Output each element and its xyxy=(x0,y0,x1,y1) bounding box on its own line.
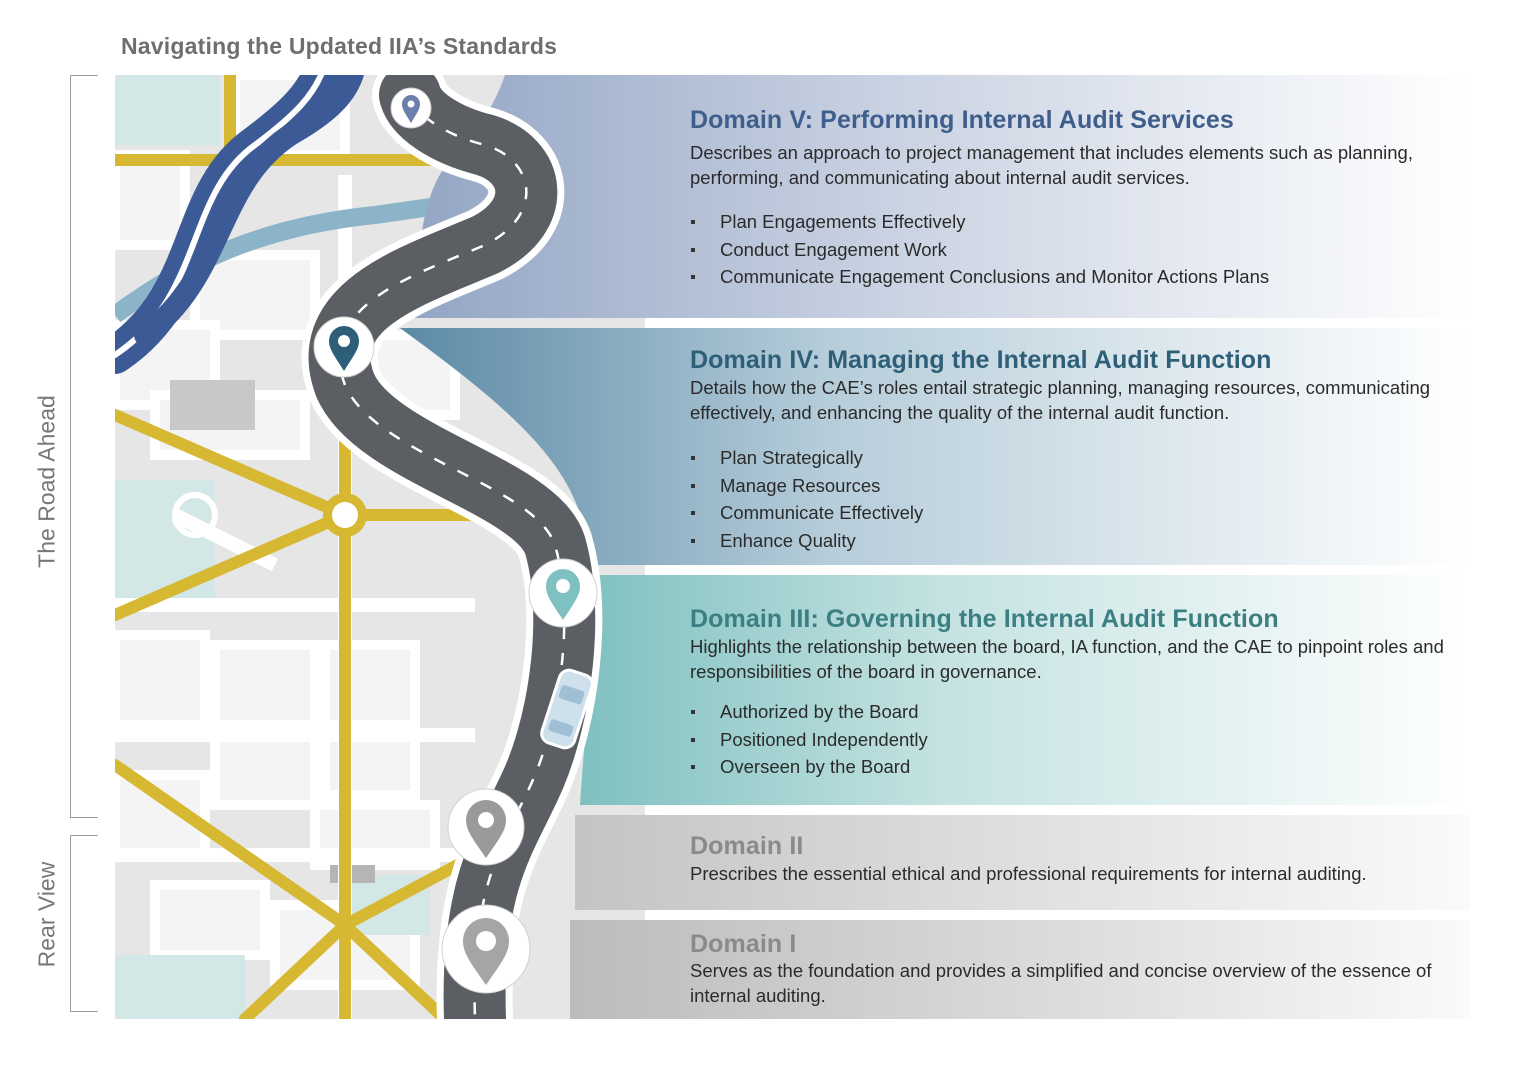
domain-2-title: Domain II xyxy=(690,832,804,860)
domain-5-title: Domain V: Performing Internal Audit Services xyxy=(690,106,1234,134)
domain-4-title: Domain IV: Managing the Internal Audit Function xyxy=(690,346,1272,374)
domain-3-title: Domain III: Governing the Internal Audit Function xyxy=(690,605,1279,633)
page-title: Navigating the Updated IIA’s Standards xyxy=(121,33,558,59)
list-item: Communicate Effectively xyxy=(690,499,923,527)
domain-1-description: Serves as the foundation and provides a simplified and concise overview of the essence of internal auditing. xyxy=(690,960,1432,1006)
list-item: Plan Engagements Effectively xyxy=(690,208,1269,236)
domain-4-bullets xyxy=(690,444,923,554)
list-item: Authorized by the Board xyxy=(690,698,928,726)
domain-3-description: Highlights the relationship between the board, IA function, and the CAE to pinpoint roles and responsibilities of the board in governance. xyxy=(690,636,1444,682)
domain-1-title: Domain I xyxy=(690,930,797,958)
list-item: Manage Resources xyxy=(690,472,923,500)
domain-5-description: Describes an approach to project management that includes elements such as planning, performing, and communicating about internal audit services. xyxy=(690,142,1413,188)
list-item: Positioned Independently xyxy=(690,726,928,754)
list-item: Enhance Quality xyxy=(690,527,923,555)
list-item: Conduct Engagement Work xyxy=(690,236,1269,264)
road-ahead-label: The Road Ahead xyxy=(33,395,60,568)
list-item: Communicate Engagement Conclusions and Monitor Actions Plans xyxy=(690,263,1269,291)
rear-view-label: Rear View xyxy=(33,861,60,968)
rear-view-bracket xyxy=(70,835,98,1012)
road-ahead-bracket xyxy=(70,75,98,818)
domain-3-bullets xyxy=(690,698,928,781)
list-item: Plan Strategically xyxy=(690,444,923,472)
domain-2-description: Prescribes the essential ethical and professional requirements for internal auditing. xyxy=(690,863,1367,884)
domain-5-bullets xyxy=(690,208,1269,291)
list-item: Overseen by the Board xyxy=(690,753,928,781)
domain-4-description: Details how the CAE’s roles entail strategic planning, managing resources, communicating effectively, and enhancing the quality of the internal audit function. xyxy=(690,377,1431,423)
